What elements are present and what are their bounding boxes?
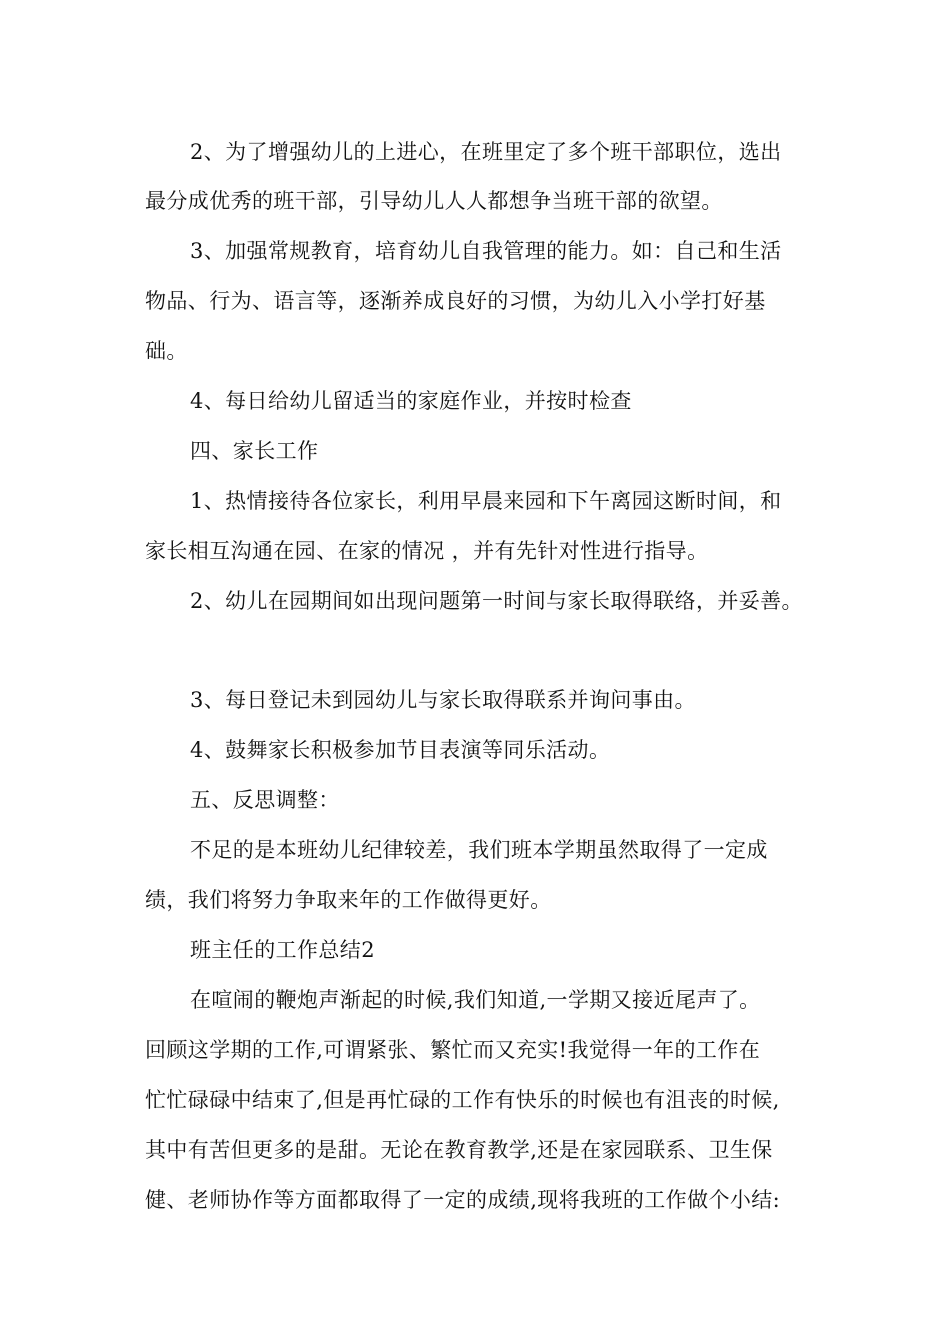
paragraph-line: 忙忙碌碌中结束了,但是再忙碌的工作有快乐的时候也有沮丧的时候, xyxy=(145,1088,780,1112)
document-subtitle: 班主任的工作总结2 xyxy=(190,938,375,962)
paragraph-line: 绩，我们将努力争取来年的工作做得更好。 xyxy=(145,888,552,912)
paragraph-line: 其中有苦但更多的是甜。无论在教育教学,还是在家园联系、卫生保 xyxy=(145,1138,773,1162)
paragraph-line: 在喧闹的鞭炮声渐起的时候,我们知道,一学期又接近尾声了。 xyxy=(190,988,761,1012)
paragraph-line: 3、每日登记未到园幼儿与家长取得联系并询问事由。 xyxy=(190,688,696,712)
section-heading: 五、反思调整： xyxy=(190,788,340,812)
paragraph-line: 1、热情接待各位家长，利用早晨来园和下午离园这断时间，和 xyxy=(190,489,782,513)
paragraph-line: 4、鼓舞家长积极参加节目表演等同乐活动。 xyxy=(190,738,611,762)
paragraph-line: 2、为了增强幼儿的上进心，在班里定了多个班干部职位，选出 xyxy=(190,140,782,164)
paragraph-line: 最分成优秀的班干部，引导幼儿人人都想争当班干部的欲望。 xyxy=(145,189,723,213)
paragraph-line: 3、加强常规教育，培育幼儿自我管理的能力。如：自己和生活 xyxy=(190,239,782,263)
paragraph-line: 家长相互沟通在园、在家的情况 ，并有先针对性进行指导。 xyxy=(145,539,709,563)
paragraph-line: 健、老师协作等方面都取得了一定的成绩,现将我班的工作做个小结: xyxy=(145,1188,781,1212)
paragraph-line: 4、每日给幼儿留适当的家庭作业，并按时检查 xyxy=(190,389,632,413)
paragraph-line: 物品、行为、语言等，逐渐养成良好的习惯，为幼儿入小学打好基 xyxy=(145,289,766,313)
paragraph-line: 不足的是本班幼儿纪律较差，我们班本学期虽然取得了一定成 xyxy=(190,838,768,862)
paragraph-line: 回顾这学期的工作,可谓紧张、繁忙而又充实!我觉得一年的工作在 xyxy=(145,1038,761,1062)
section-heading: 四、家长工作 xyxy=(190,439,319,463)
paragraph-line: 2、幼儿在园期间如出现问题第一时间与家长取得联络，并妥善。 xyxy=(190,589,803,613)
paragraph-line: 础。 xyxy=(145,339,188,363)
